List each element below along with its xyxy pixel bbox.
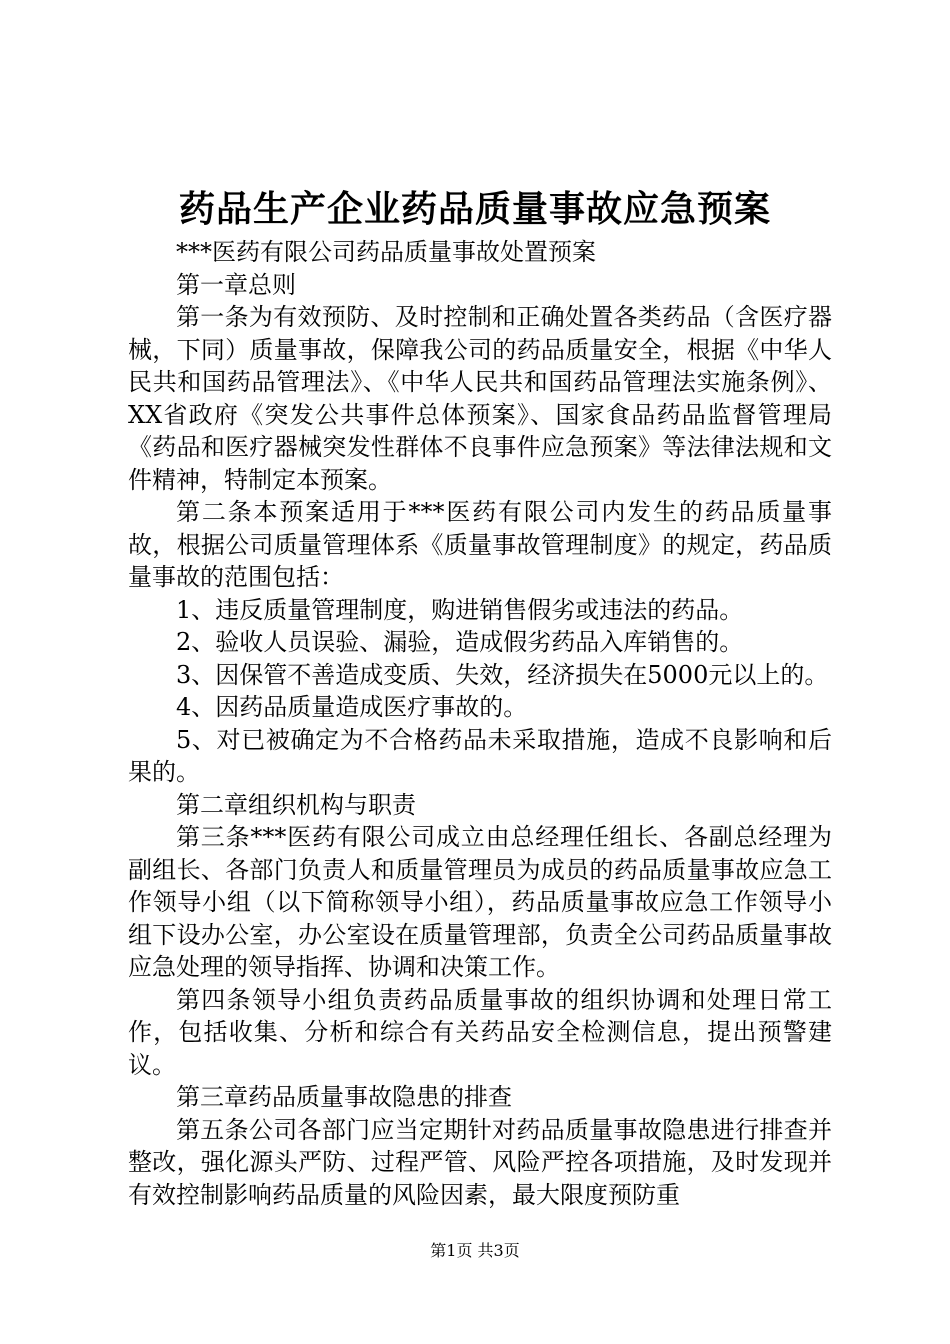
list-item-4: 4、因药品质量造成医疗事故的。	[176, 693, 528, 721]
chapter-heading-1: 第一章总则	[176, 270, 296, 299]
article-4: 第四条领导小组负责药品质量事故的组织协调和处理日常工作，包括收集、分析和综合有关药品安全检测信息，提出预警建议。	[128, 985, 832, 1079]
article-2: 第二条本预案适用于***医药有限公司内发生的药品质量事故，根据公司质量管理体系《质量事故管理制度》的规定，药品质量事故的范围包括：	[128, 498, 832, 591]
chapter-heading-3: 第三章药品质量事故隐患的排查	[176, 1083, 512, 1111]
list-item-2: 2、验收人员误验、漏验，造成假劣药品入库销售的。	[176, 628, 744, 656]
article-3: 第三条***医药有限公司成立由总经理任组长、各副总经理为副组长、各部门负责人和质量管理员为成员的药品质量事故应急工作领导小组（以下简称领导小组），药品质量事故应急工作领导小组下设办公室，办公室设在质量管理部，负责全公司药品质量事故应急处理的领导指挥、协调和决策工作。	[128, 823, 832, 981]
paragraph-heading: ***医药有限公司药品质量事故处置预案	[176, 238, 596, 266]
list-item-1: 1、违反质量管理制度，购进销售假劣或违法的药品。	[176, 595, 744, 624]
chapter-heading-2: 第二章组织机构与职责	[176, 790, 416, 819]
article-1: 第一条为有效预防、及时控制和正确处置各类药品（含医疗器械，下同）质量事故，保障我公司的药品质量安全，根据《中华人民共和国药品管理法》、《中华人民共和国药品管理法实施条例》、XX省政府《突发公共事件总体预案》、国家食品药品监督管理局《药品和医疗器械突发性群体不良事件应急预案》等法律法规和文件精神，特制定本预案。	[128, 303, 832, 494]
article-5: 第五条公司各部门应当定期针对药品质量事故隐患进行排查并整改，强化源头严防、过程严管、风险严控各项措施，及时发现并有效控制影响药品质量的风险因素，最大限度预防重	[128, 1115, 832, 1209]
list-item-3: 3、因保管不善造成变质、失效，经济损失在5000元以上的。	[176, 660, 829, 689]
document-title: 药品生产企业药品质量事故应急预案	[178, 188, 771, 230]
list-item-5: 5、对已被确定为不合格药品未采取措施，造成不良影响和后果的。	[128, 725, 832, 786]
page-number: 第1页 共3页	[430, 1241, 520, 1260]
document-body	[128, 236, 832, 1211]
